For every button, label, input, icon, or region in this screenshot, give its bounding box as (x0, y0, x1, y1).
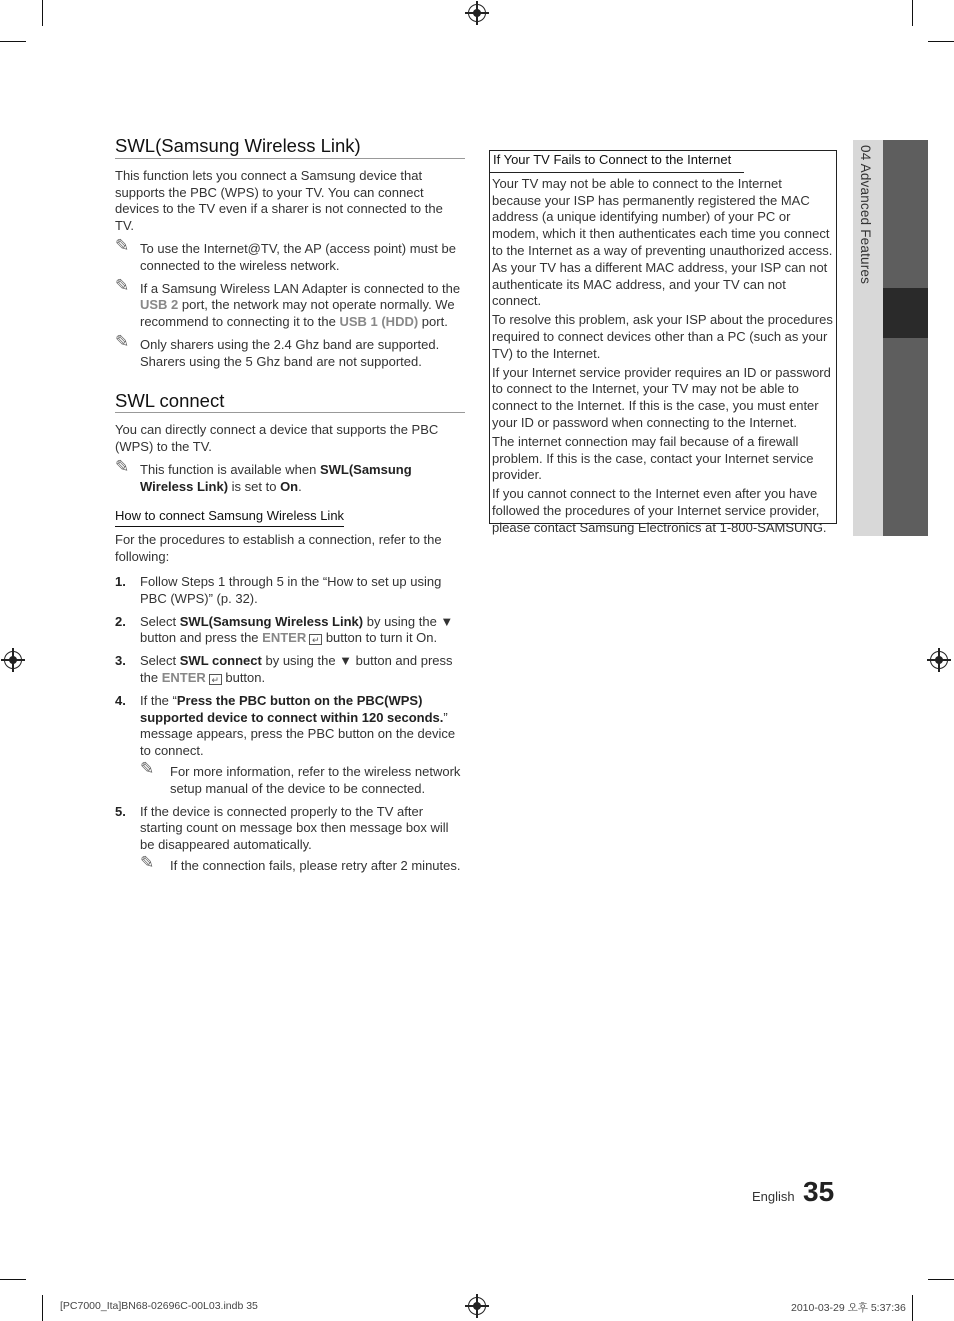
note (115, 758, 465, 798)
step-number: 3. (115, 653, 126, 669)
side-tab-chapter-marker (883, 288, 928, 338)
registration-mark-icon (930, 651, 948, 669)
chapter-label: 04 Advanced Features (858, 145, 873, 285)
swl-connect-section-title: SWL connect (115, 393, 465, 414)
registration-mark-icon (468, 4, 486, 22)
note-text: This function is available when (140, 461, 320, 477)
note (115, 852, 465, 875)
note-text: Only sharers using the 2.4 Ghz band are supported. Sharers using the 5 Ghz band are not supported. (140, 336, 440, 369)
note-text: To use the Internet@TV, the AP (access point) must be connected to the wireless network. (140, 240, 456, 273)
enter-key-label: ENTER (161, 669, 206, 685)
step-text: Select (140, 653, 180, 669)
step-text: ” message appears, press the PBC button on the device to connect. (140, 709, 456, 759)
crop-mark (912, 1295, 913, 1321)
crop-mark (42, 0, 43, 26)
pencil-note-icon: ✎ (140, 852, 155, 873)
note-text: For more information, refer to the wireless network setup manual of the device to be connected. (170, 763, 461, 796)
note-text: port. (418, 314, 448, 330)
step-number: 5. (115, 803, 126, 819)
list-item (115, 614, 465, 648)
note (115, 331, 465, 371)
box-paragraph: Your TV may not be able to connect to the Internet because your ISP has permanently registered the MAC address (a unique identifying number) of your PC or modem, which it then authenticates each time you connect to the Internet as a way of preventing unauthorized access. As your TV has a different MAC address, your ISP can not authenticate its MAC address, and your TV can not connect. (492, 175, 833, 309)
step-bold: SWL(Samsung Wireless Link) (179, 613, 364, 629)
step-text: Follow Steps 1 through 5 in the “How to set up using PBC (WPS)” (p. 32). (140, 573, 442, 606)
pencil-note-icon: ✎ (115, 456, 130, 477)
swl-section-title: SWL(Samsung Wireless Link) (115, 138, 465, 159)
crop-mark (928, 41, 954, 42)
note-bold: On (280, 478, 299, 494)
step-text: If the device is connected properly to the TV after starting count on message box then message box will be disappeared automatically. (140, 803, 449, 853)
list-item (115, 804, 465, 875)
procedure-intro: For the procedures to establish a connection, refer to the following: (115, 532, 442, 565)
step-text: button to turn it On. (322, 630, 438, 646)
pencil-note-icon: ✎ (115, 235, 130, 256)
pencil-note-icon: ✎ (115, 331, 130, 352)
box-body (490, 173, 836, 537)
note-text: If the connection fails, please retry after 2 minutes. (170, 857, 461, 873)
note-text: If a Samsung Wireless LAN Adapter is connected to the (140, 280, 461, 296)
crop-mark (0, 41, 26, 42)
box-title: If Your TV Fails to Connect to the Internet (490, 151, 744, 173)
enter-key-icon: ↵ (309, 634, 322, 645)
pencil-note-icon: ✎ (140, 758, 155, 779)
registration-mark-icon (468, 1297, 486, 1315)
how-to-subheading: How to connect Samsung Wireless Link (115, 508, 344, 528)
step-text: Select (140, 613, 180, 629)
list-item (115, 693, 465, 798)
note-text: . (298, 478, 302, 494)
crop-mark (0, 1279, 26, 1280)
left-column (115, 135, 465, 875)
step-number: 2. (115, 613, 126, 629)
list-item (115, 653, 465, 687)
step-text: If the “ (140, 692, 177, 708)
list-item (115, 574, 465, 608)
swl-connect-intro: You can directly connect a device that supports the PBC (WPS) to the TV. (115, 422, 439, 455)
crop-mark (912, 0, 913, 26)
registration-mark-icon (4, 651, 22, 669)
note-text: port, the network may not operate normally. We recommend to connecting it to the (140, 297, 455, 330)
step-bold: SWL connect (179, 653, 262, 669)
enter-key-label: ENTER (262, 630, 307, 646)
step-number: 4. (115, 692, 126, 708)
note-text: is set to (228, 478, 281, 494)
internet-troubleshooting-box (489, 150, 837, 535)
step-number: 1. (115, 573, 126, 589)
step-text: by using the ▼ button and press the (140, 653, 453, 685)
steps-list (115, 574, 465, 875)
pencil-note-icon: ✎ (115, 275, 130, 296)
box-paragraph: If your Internet service provider requires an ID or password to connect to the Internet, your TV may not be able to connect to the Internet. If this is the case, you must enter your ID or password when connecting to the Internet. (492, 364, 831, 430)
note-bold: SWL(Samsung Wireless Link) (140, 461, 412, 494)
box-paragraph: To resolve this problem, ask your ISP about the procedures required to connect devices other than a PC (such as your TV) to the Internet. (492, 312, 833, 361)
step-text: button. (221, 669, 266, 685)
side-tab-dark-strip (883, 140, 928, 536)
note (115, 456, 465, 496)
box-paragraph: If you cannot connect to the Internet even after you have followed the procedures of your Internet service provider, please contact Samsung Electronics at 1-800-SAMSUNG. (492, 486, 827, 535)
footer-language: English (752, 1189, 795, 1204)
print-slug-left: [PC7000_Ita]BN68-02696C-00L03.indb 35 (60, 1300, 258, 1312)
crop-mark (928, 1279, 954, 1280)
step-bold: Press the PBC button on the PBC(WPS) supported device to connect within 120 seconds. (140, 692, 444, 725)
box-paragraph: The internet connection may fail because of a firewall problem. If this is the case, contact your Internet service provider. (492, 433, 814, 483)
usb2-port-label: USB 2 (140, 297, 179, 313)
step-text: by using the ▼ button and press the (140, 613, 454, 646)
crop-mark (42, 1295, 43, 1321)
swl-intro: This function lets you connect a Samsung device that supports the PBC (WPS) to your TV. You can connect devices to the TV even if a sharer is not connected to the TV. (115, 167, 443, 234)
usb1-port-label: USB 1 (HDD) (339, 314, 419, 330)
note (115, 235, 465, 275)
page-number: 35 (803, 1176, 835, 1207)
print-slug-right: 2010-03-29 오후 5:37:36 (791, 1302, 906, 1314)
enter-key-icon: ↵ (209, 674, 222, 685)
note (115, 275, 465, 331)
